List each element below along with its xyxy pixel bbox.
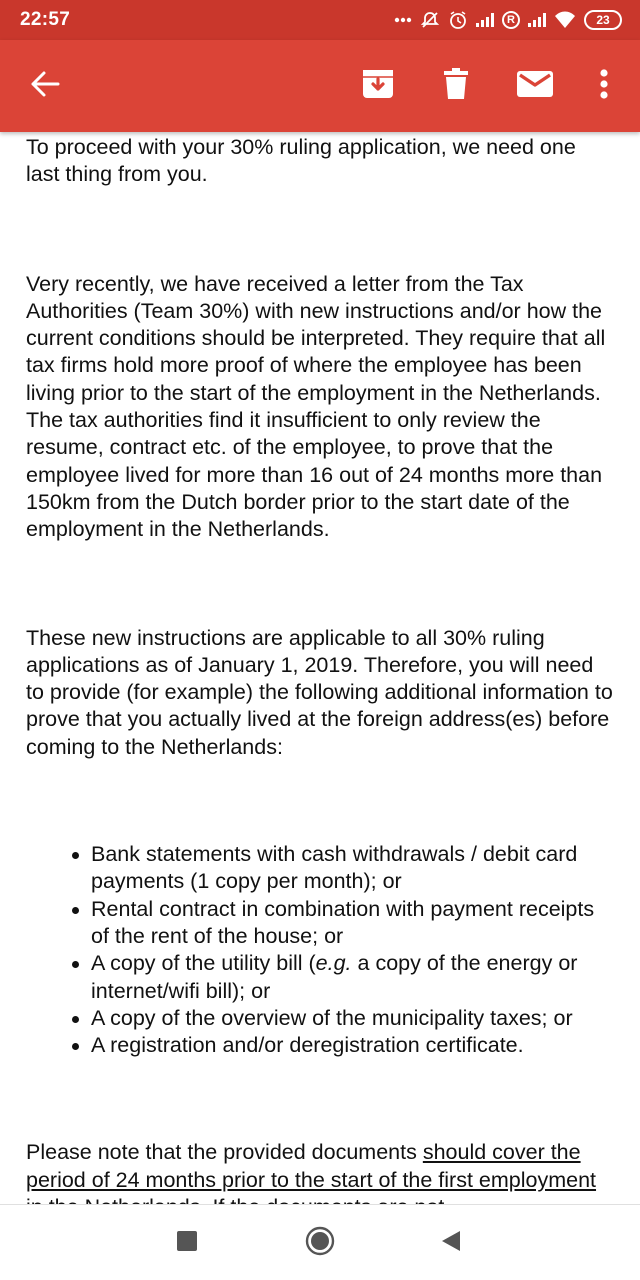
home-button[interactable]: [304, 1227, 336, 1259]
list-item: Bank statements with cash withdrawals / debit card payments (1 copy per month); or: [72, 841, 614, 896]
email-paragraph-note: Please note that the provided documents should cover the period of 24 months prior to the start of the first employment: [26, 1139, 614, 1221]
app-toolbar: [0, 40, 640, 132]
email-paragraph-intro: To proceed with your 30% ruling application, we need one last thing from you.: [26, 135, 576, 187]
more-dots-icon: [394, 17, 412, 23]
email-body: [0, 132, 640, 1204]
home-icon: [305, 1226, 335, 1261]
status-time: 22:57: [20, 9, 71, 30]
more-options-button[interactable]: [584, 62, 624, 110]
alarm-clock-icon: [448, 10, 468, 30]
battery-icon: 23: [584, 10, 622, 30]
muted-alarm-icon: [420, 10, 440, 30]
email-paragraph-tax-authorities: Very recently, we have received a letter from the Tax Authorities (Team 30%) with new instructions and/or how the current conditions should be interpreted. They require that all tax firms hold more proof of where the employee has been living prior to the start of the employment in the Netherlands. The tax authorities find it insufficient to only review the resume, contract etc. of the employee, to prove that the employee lived for more than 16 out of 24 months more than 150km from the Dutch border prior to the start date of the employment in the Netherlands.: [26, 271, 606, 542]
underlined-requirement: should cover the period of 24 months prior to the start of the first employment: [26, 1140, 597, 1192]
status-icons: [394, 10, 622, 30]
list-item: Rental contract in combination with payment receipts of the rent of the house; or: [72, 896, 614, 951]
mark-unread-button[interactable]: [510, 62, 560, 110]
back-triangle-icon: [441, 1230, 461, 1257]
recent-apps-icon: [177, 1231, 197, 1256]
system-nav-bar: [0, 1205, 640, 1280]
signal-icon: [528, 13, 546, 27]
back-button[interactable]: [20, 62, 70, 110]
signal-icon: [476, 13, 494, 27]
back-arrow-icon: [31, 71, 59, 102]
documents-list: [26, 841, 614, 1059]
list-item: A registration and/or deregistration certificate.: [72, 1032, 614, 1059]
more-vert-icon: [600, 69, 608, 104]
status-bar: [0, 0, 640, 40]
roaming-r-icon: R: [502, 11, 520, 29]
mark-unread-icon: [517, 71, 553, 102]
delete-button[interactable]: [432, 62, 480, 110]
system-back-button[interactable]: [435, 1227, 467, 1259]
recent-apps-button[interactable]: [171, 1227, 203, 1259]
email-paragraph-instructions: These new instructions are applicable to all 30% ruling applications as of January 1, 2019. Therefore, you will need to provide (for example) the following additional information to prove that you actually lived at the foreign address(es) before coming to the Netherlands:: [26, 625, 613, 759]
list-item: A copy of the overview of the municipality taxes; or: [72, 1005, 614, 1032]
archive-button[interactable]: [354, 62, 402, 110]
archive-icon: [362, 69, 394, 104]
wifi-icon: [554, 11, 576, 29]
list-item: A copy of the utility bill (e.g. a copy of the energy or internet/wifi bill); or: [72, 950, 614, 1005]
delete-icon: [444, 68, 468, 105]
